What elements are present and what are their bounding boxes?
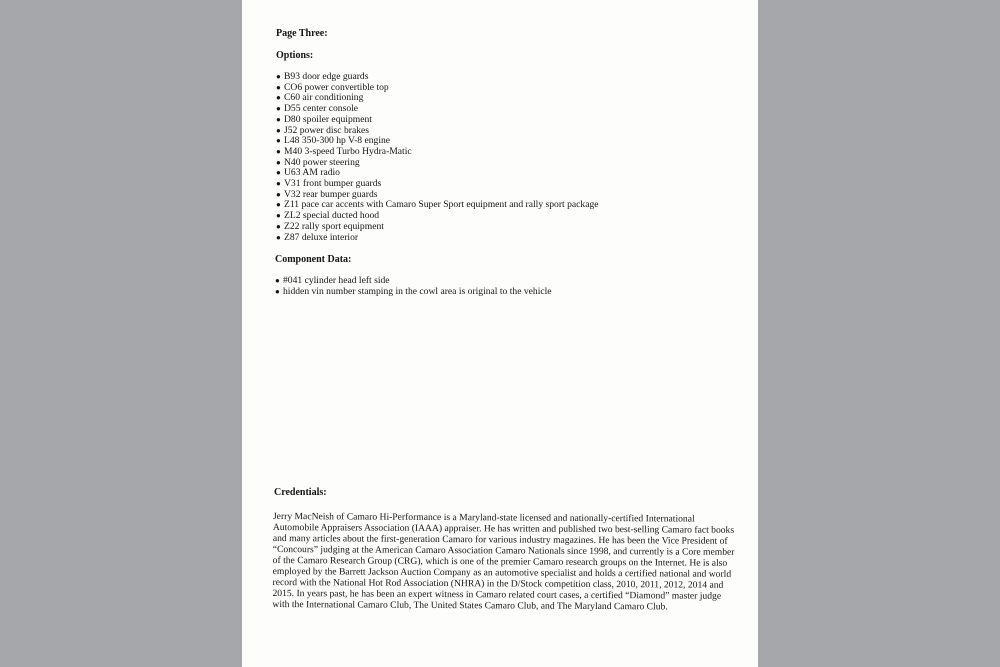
- list-item: [276, 233, 599, 244]
- credentials-paragraph: Jerry MacNeish of Camaro Hi-Performance is a Maryland-state licensed and nationally-certified International Automobile Appraisers Association (IAAA) appraiser. He has written and published two best-selling Camaro fact books and many articles about the first-generation Camaro for various industry magazines. He has been the Vice President of “Concours” judging at the American Camaro Association Camaro Nationals since 1998, and currently is a Core member of the Camaro Research Group (CRG), which is one of the premier Camaro research groups on the Internet. He is also employed by the Barrett Jackson Auction Company as an automotive specialist and holds a certified national and world record with the National Hot Rod Association (NHRA) in the D/Stock competition class, 2010, 2011, 2012, 2014 and 2015. In years past, he has been an expert witness in Camaro related court cases, a certified “Diamond” master judge with the International Camaro Club, The United States Camaro Club, and The Maryland Camaro Club.: [272, 511, 735, 613]
- options-list: [276, 72, 599, 243]
- bullet-icon: ●: [276, 200, 281, 210]
- document-page: [242, 0, 758, 667]
- option-text: V32 rear bumper guards: [284, 188, 378, 200]
- bullet-icon: ●: [276, 221, 281, 231]
- bullet-icon: ●: [276, 179, 281, 189]
- option-text: M40 3-speed Turbo Hydra-Matic: [284, 145, 412, 157]
- option-text: V31 front bumper guards: [284, 178, 382, 190]
- bullet-icon: ●: [276, 72, 281, 81]
- component-text: hidden vin number stamping in the cowl area is original to the vehicle: [283, 285, 552, 297]
- bullet-icon: ●: [276, 146, 281, 156]
- bullet-icon: ●: [276, 168, 281, 178]
- bullet-icon: ●: [276, 93, 281, 103]
- page-title: Page Three:: [276, 28, 328, 39]
- options-heading: Options:: [276, 50, 314, 61]
- bullet-icon: ●: [276, 157, 281, 167]
- option-text: C60 air conditioning: [284, 92, 364, 104]
- option-text: Z11 pace car accents with Camaro Super Sport equipment and rally sport package: [284, 199, 599, 211]
- option-text: J52 power disc brakes: [284, 124, 369, 136]
- bullet-icon: ●: [276, 189, 281, 199]
- option-text: Z22 rally sport equipment: [284, 220, 384, 232]
- bullet-icon: ●: [276, 136, 281, 146]
- option-text: L48 350-300 hp V-8 engine: [284, 135, 391, 147]
- bullet-icon: ●: [276, 82, 281, 92]
- option-text: U63 AM radio: [284, 167, 340, 179]
- option-text: D80 spoiler equipment: [284, 113, 372, 125]
- bullet-icon: ●: [276, 232, 281, 242]
- component-data-list: [275, 276, 552, 297]
- option-text: D55 center console: [284, 103, 359, 115]
- bullet-icon: ●: [276, 211, 281, 221]
- option-text: Z87 deluxe interior: [284, 231, 359, 243]
- option-text: ZL2 special ducted hood: [284, 210, 380, 222]
- component-data-heading: Component Data:: [275, 254, 352, 265]
- list-item: [275, 287, 552, 298]
- credentials-heading: Credentials:: [274, 487, 327, 498]
- component-text: #041 cylinder head left side: [283, 275, 390, 286]
- option-text: B93 door edge guards: [284, 71, 369, 82]
- option-text: CO6 power convertible top: [284, 81, 389, 93]
- bullet-icon: ●: [276, 104, 281, 114]
- bullet-icon: ●: [276, 125, 281, 135]
- bullet-icon: ●: [276, 114, 281, 124]
- option-text: N40 power steering: [284, 156, 360, 168]
- bullet-icon: ●: [275, 276, 280, 285]
- bullet-icon: ●: [275, 286, 280, 296]
